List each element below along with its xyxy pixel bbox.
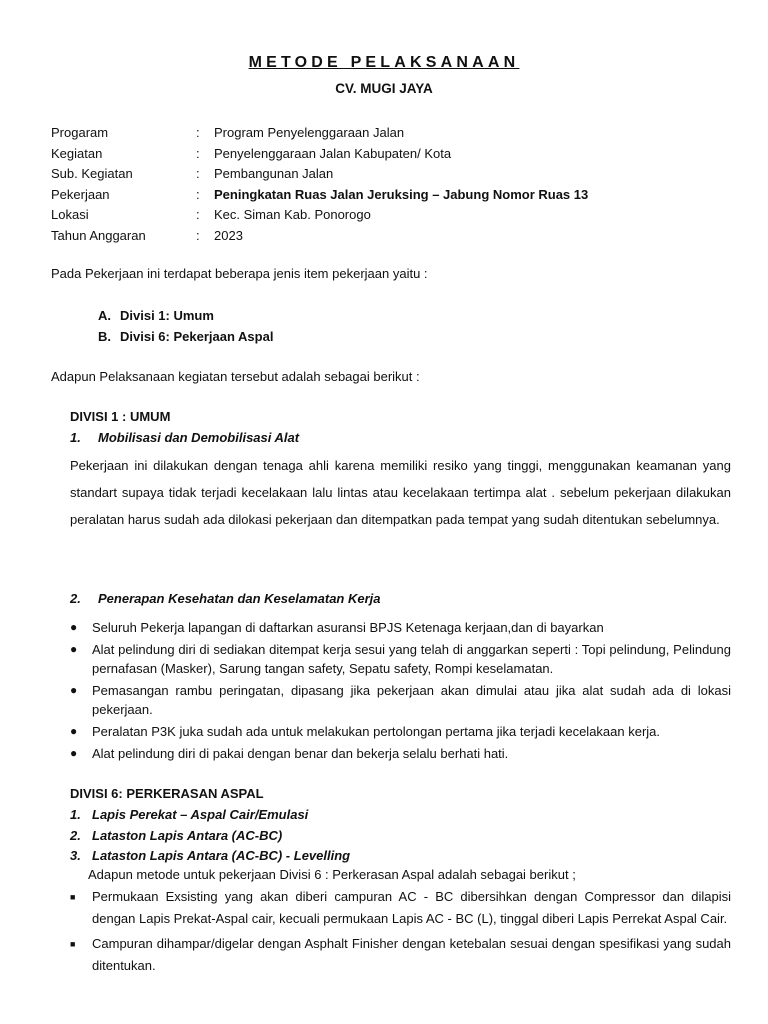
intro-text: Pada Pekerjaan ini terdapat beberapa jenis item pekerjaan yaitu : (51, 266, 428, 281)
list-item (70, 744, 731, 763)
divisi6-item-2 (70, 828, 282, 843)
bullet-icon: ● (70, 683, 78, 697)
item-number: 3. (70, 848, 81, 863)
document-title: METODE PELAKSANAAN (248, 54, 520, 71)
list-item-text: Seluruh Pekerja lapangan di daftarkan asuransi BPJS Ketenaga kerjaan,dan di bayarkan (92, 620, 604, 635)
info-colon: : (196, 145, 200, 161)
list-item-text: Alat pelindung diri di sediakan ditempat kerja sesui yang telah di anggarkan seperti : Topi pelindung, Pelindung pernafasan (Masker), Sarung tangan safety, Sepatu safety, Rompi keselamatan. (92, 642, 731, 676)
info-value: Peningkatan Ruas Jalan Jeruksing – Jabung Nomor Ruas 13 (214, 186, 589, 202)
info-value: Program Penyelenggaraan Jalan (214, 125, 405, 140)
info-row-lokasi (51, 205, 741, 226)
list-item (70, 640, 731, 678)
divisi1-paragraph: Pekerjaan ini dilakukan dengan tenaga ahli karena memiliki resiko yang tinggi, menggunakan keamanan yang standart supaya tidak terjadi kecelakaan lalu lintas atau kecelakaan tertimpa alat . sebelum pekerjaan dilakukan peralatan harus sudah ada dilokasi pekerjaan dan ditempatkan pada tempat yang sudah ditentukan sebelumnya. (70, 458, 731, 527)
info-row-kegiatan (51, 144, 741, 165)
item-text: Mobilisasi dan Demobilisasi Alat (98, 430, 300, 445)
divisi1-item-1 (70, 430, 299, 445)
list-item (70, 933, 731, 977)
list-item-text: Peralatan P3K juka sudah ada untuk melakukan pertolongan pertama jika terjadi kecelakaan kerja. (92, 724, 661, 739)
info-row-sub-kegiatan (51, 164, 741, 185)
divisi1-item-2 (70, 591, 381, 606)
divisi6-item-1 (70, 807, 308, 822)
bullet-icon: ● (70, 724, 78, 738)
divisi6-title: DIVISI 6: PERKERASAN ASPAL (70, 786, 264, 801)
list-item-text: Permukaan Exsisting yang akan diberi campuran AC - BC dibersihkan dengan Compressor dan dilapisi dengan Lapis Prekat-Aspal cair, kecuali permukaan Lapis AC - BC (L), tinggal diberi Lapis Perrekat Aspal Cair. (92, 889, 731, 926)
info-label: Progaram (51, 125, 109, 140)
list-marker: B. (98, 329, 111, 344)
item-text: Lataston Lapis Antara (AC-BC) - Levelling (92, 848, 351, 863)
info-colon: : (196, 125, 200, 140)
info-row-program (51, 123, 741, 144)
item-text: Lapis Perekat – Aspal Cair/Emulasi (92, 807, 309, 822)
list-item-text: Divisi 6: Pekerjaan Aspal (120, 329, 274, 344)
info-value: Pembangunan Jalan (214, 166, 334, 181)
info-value: 2023 (214, 227, 243, 243)
info-colon: : (196, 227, 200, 243)
list-marker: A. (98, 308, 111, 323)
bullet-icon: ● (70, 746, 78, 760)
company-name: CV. MUGI JAYA (335, 81, 433, 96)
list-item (70, 681, 731, 719)
item-text: Lataston Lapis Antara (AC-BC) (92, 828, 283, 843)
info-label: Sub. Kegiatan (51, 166, 133, 181)
list-item-text: Divisi 1: Umum (120, 308, 214, 323)
info-label: Kegiatan (51, 145, 103, 161)
k3-bullet-list (70, 618, 731, 766)
info-row-pekerjaan (51, 185, 741, 206)
info-value: Penyelenggaraan Jalan Kabupaten/ Kota (214, 145, 452, 161)
info-label: Lokasi (51, 207, 89, 222)
bullet-icon: ● (70, 620, 78, 634)
divisi6-item-3 (70, 848, 350, 863)
list-item-text: Campuran dihampar/digelar dengan Asphalt Finisher dengan ketebalan sesuai dengan spesifikasi yang sudah ditentukan. (92, 936, 731, 973)
division-list (98, 305, 273, 347)
project-info-table (51, 123, 741, 246)
info-colon: : (196, 207, 200, 222)
bullet-icon: ● (70, 642, 78, 656)
info-label: Pekerjaan (51, 186, 110, 202)
square-bullet-icon: ■ (70, 939, 76, 949)
info-row-tahun (51, 226, 741, 247)
item-number: 1. (70, 807, 81, 822)
divisi6-method-intro: Adapun metode untuk pekerjaan Divisi 6 : Perkerasan Aspal adalah sebagai berikut ; (88, 867, 576, 882)
list-item (98, 326, 273, 347)
divisi1-title: DIVISI 1 : UMUM (70, 409, 171, 424)
info-colon: : (196, 186, 200, 202)
list-item (98, 305, 273, 326)
list-item (70, 618, 731, 637)
adapun-text: Adapun Pelaksanaan kegiatan tersebut adalah sebagai berikut : (51, 369, 420, 384)
item-number: 2. (70, 591, 81, 606)
list-item-text: Alat pelindung diri di pakai dengan benar dan bekerja selalu berhati hati. (92, 746, 509, 761)
square-bullet-icon: ■ (70, 892, 76, 902)
item-text: Penerapan Kesehatan dan Keselamatan Kerja (98, 591, 381, 606)
list-item-text: Pemasangan rambu peringatan, dipasang jika pekerjaan akan dimulai atau jika alat sudah ada di lokasi pekerjaan. (92, 683, 731, 717)
list-item (70, 886, 731, 930)
info-label: Tahun Anggaran (51, 227, 146, 243)
info-colon: : (196, 166, 200, 181)
info-value: Kec. Siman Kab. Ponorogo (214, 207, 371, 222)
item-number: 2. (70, 828, 81, 843)
list-item (70, 722, 731, 741)
aspal-bullet-list (70, 886, 731, 980)
item-number: 1. (70, 430, 81, 445)
